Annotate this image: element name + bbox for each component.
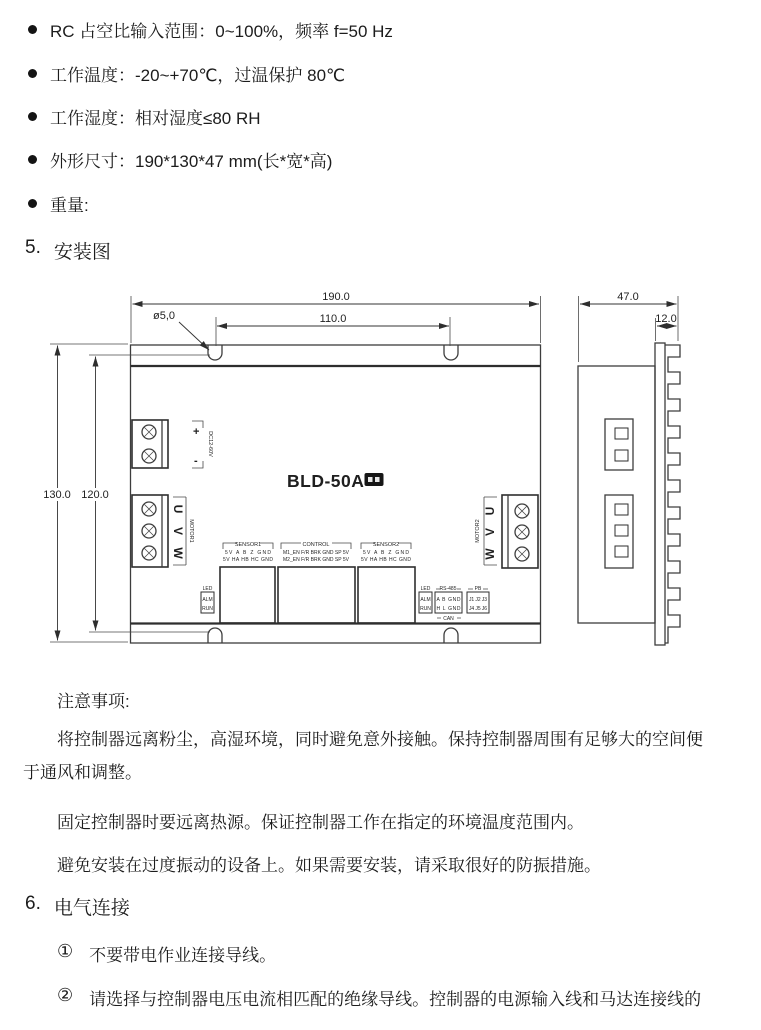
motor2-terminal bbox=[475, 495, 538, 568]
bullet-icon bbox=[28, 69, 37, 78]
circled-number-icon: ① bbox=[57, 941, 74, 961]
electrical-item-1 bbox=[57, 941, 747, 966]
motor2-v-label: V bbox=[483, 527, 497, 537]
electrical-item-text: 请选择与控制器电压电流相匹配的绝缘导线。控制器的电源输入线和马达连接线的 bbox=[89, 990, 702, 1009]
dim-width-label: 190.0 bbox=[322, 291, 350, 303]
spec-bullet-text: 工作温度：-20~+70℃，过温保护 80℃ bbox=[50, 65, 346, 85]
side-connector-upper bbox=[605, 419, 633, 470]
sensor1-pin-row-2: 5V HA HB HC GND bbox=[223, 557, 273, 563]
bullet-icon bbox=[28, 112, 37, 121]
rs485-label: RS-485 bbox=[439, 586, 457, 592]
spec-bullet-humidity bbox=[28, 95, 393, 138]
front-view bbox=[131, 345, 541, 643]
screw-icon bbox=[142, 546, 156, 560]
motor2-u-label: U bbox=[483, 506, 497, 516]
mount-slot-top-right bbox=[444, 345, 458, 360]
status-led-block-left bbox=[201, 586, 214, 613]
sensor2-socket bbox=[358, 567, 415, 623]
spec-bullet-list bbox=[28, 8, 393, 225]
spec-bullet-text: 重量: bbox=[50, 195, 89, 215]
status-led-block-right bbox=[419, 586, 432, 613]
heatsink-fins bbox=[665, 345, 680, 643]
side-mounting-plate bbox=[655, 343, 665, 645]
mount-slot-bottom-left bbox=[208, 628, 222, 643]
motor1-label: MOTOR1 bbox=[188, 519, 194, 543]
brand-badge bbox=[365, 473, 384, 486]
screw-icon bbox=[515, 525, 529, 539]
rs485-pin-row-1: A B GND bbox=[436, 597, 461, 603]
notes-paragraph: 固定控制器时要远离热源。保证控制器工作在指定的环境温度范围内。 bbox=[57, 813, 584, 832]
motor1-u-label: U bbox=[171, 504, 185, 514]
sensor2-label: SENSOR2 bbox=[372, 542, 400, 548]
led-label: LED bbox=[202, 586, 213, 592]
sensor1-connector bbox=[220, 542, 275, 623]
spec-bullet-text: 外形尺寸：190*130*47 mm(长*宽*高) bbox=[50, 152, 333, 172]
spec-bullet-rc bbox=[28, 8, 393, 51]
sensor2-pin-row-1: 5V A B Z GND bbox=[363, 550, 409, 556]
control-pin-row-2: M2_EN F/R BRK GND SP 5V bbox=[283, 557, 349, 563]
screw-icon bbox=[142, 449, 156, 463]
spec-bullet-temp bbox=[28, 51, 393, 94]
alm-led-label: ALM bbox=[420, 597, 431, 603]
dim-fin-depth-label: 12.0 bbox=[655, 313, 677, 325]
control-socket bbox=[278, 567, 355, 623]
power-voltage-label: DC12-60V bbox=[207, 431, 213, 457]
motor2-label: MOTOR2 bbox=[475, 519, 481, 543]
rs485-connector bbox=[435, 586, 462, 622]
section-title: 电气连接 bbox=[53, 898, 130, 919]
control-label: CONTROL bbox=[302, 542, 330, 548]
spec-bullet-text: 工作湿度：相对湿度≤80 RH bbox=[50, 108, 261, 128]
mount-slot-top-left bbox=[208, 345, 222, 360]
run-led-label: RUN bbox=[420, 606, 431, 612]
dim-hole-dia-label: ø5,0 bbox=[152, 310, 176, 322]
model-name: BLD-50A bbox=[287, 471, 365, 491]
power-plus-label: + bbox=[193, 426, 200, 438]
screw-icon bbox=[142, 524, 156, 538]
dim-height-label: 130.0 bbox=[43, 489, 71, 501]
notes-heading: 注意事项: bbox=[57, 692, 130, 711]
pb-jumper-block bbox=[467, 586, 489, 613]
run-led-label: RUN bbox=[202, 606, 213, 612]
can-label: CAN bbox=[443, 616, 454, 622]
sensor1-socket bbox=[220, 567, 275, 623]
rs485-pin-row-2: H L GND bbox=[436, 606, 461, 612]
dim-hole-span-label: 110.0 bbox=[319, 313, 347, 325]
section-title: 安装图 bbox=[53, 242, 111, 263]
side-view bbox=[578, 343, 680, 645]
dimension-annotations bbox=[42, 291, 678, 642]
dim-hole-height-span-label: 120.0 bbox=[81, 489, 109, 501]
control-pin-row-1: M1_EN F/R BRK GND SP 5V bbox=[283, 550, 349, 556]
motor1-terminal bbox=[132, 495, 194, 567]
notes-paragraph: 避免安装在过度振动的设备上。如果需要安装，请采取很好的防振措施。 bbox=[57, 856, 601, 875]
side-connector-lower bbox=[605, 495, 633, 568]
pb-pin-row-2: J4 J5 J6 bbox=[469, 606, 487, 612]
bullet-icon bbox=[28, 25, 37, 34]
mount-slot-bottom-right bbox=[444, 628, 458, 643]
installation-diagram bbox=[0, 255, 761, 665]
motor1-w-label: W bbox=[171, 547, 185, 559]
screw-icon bbox=[515, 504, 529, 518]
bullet-icon bbox=[28, 155, 37, 164]
sensor2-connector bbox=[358, 542, 415, 623]
notes-paragraph: 将控制器远离粉尘，高湿环境，同时避免意外接触。保持控制器周围有足够大的空间便于通风和调整。 bbox=[23, 730, 703, 782]
spec-bullet-size bbox=[28, 138, 393, 181]
circled-number-icon: ② bbox=[57, 985, 74, 1005]
section-number: 6. bbox=[25, 893, 41, 914]
sensor1-pin-row-1: 5V A B Z GND bbox=[225, 550, 271, 556]
dim-depth-label: 47.0 bbox=[617, 291, 639, 303]
electrical-item-text: 不要带电作业连接导线。 bbox=[89, 946, 277, 965]
motor1-v-label: V bbox=[171, 526, 185, 536]
alm-led-label: ALM bbox=[202, 597, 213, 603]
electrical-item-2 bbox=[57, 985, 747, 1010]
spec-bullet-text: RC 占空比输入范围：0~100%，频率 f=50 Hz bbox=[50, 22, 393, 42]
control-connector bbox=[278, 542, 355, 623]
spec-bullet-weight bbox=[28, 182, 393, 225]
pb-pin-row-1: J1 J2 J3 bbox=[469, 597, 487, 603]
motor2-w-label: W bbox=[483, 548, 497, 560]
screw-icon bbox=[142, 502, 156, 516]
sensor1-label: SENSOR1 bbox=[234, 542, 262, 548]
led-label: LED bbox=[420, 586, 431, 592]
power-terminal bbox=[132, 420, 213, 468]
section-6-heading bbox=[25, 893, 130, 920]
pb-label: PB bbox=[474, 586, 482, 592]
screw-icon bbox=[142, 425, 156, 439]
sensor2-pin-row-2: 5V HA HB HC GND bbox=[361, 557, 411, 563]
screw-icon bbox=[515, 547, 529, 561]
section-number: 5. bbox=[25, 237, 41, 258]
bullet-icon bbox=[28, 199, 37, 208]
power-minus-label: - bbox=[194, 455, 198, 467]
